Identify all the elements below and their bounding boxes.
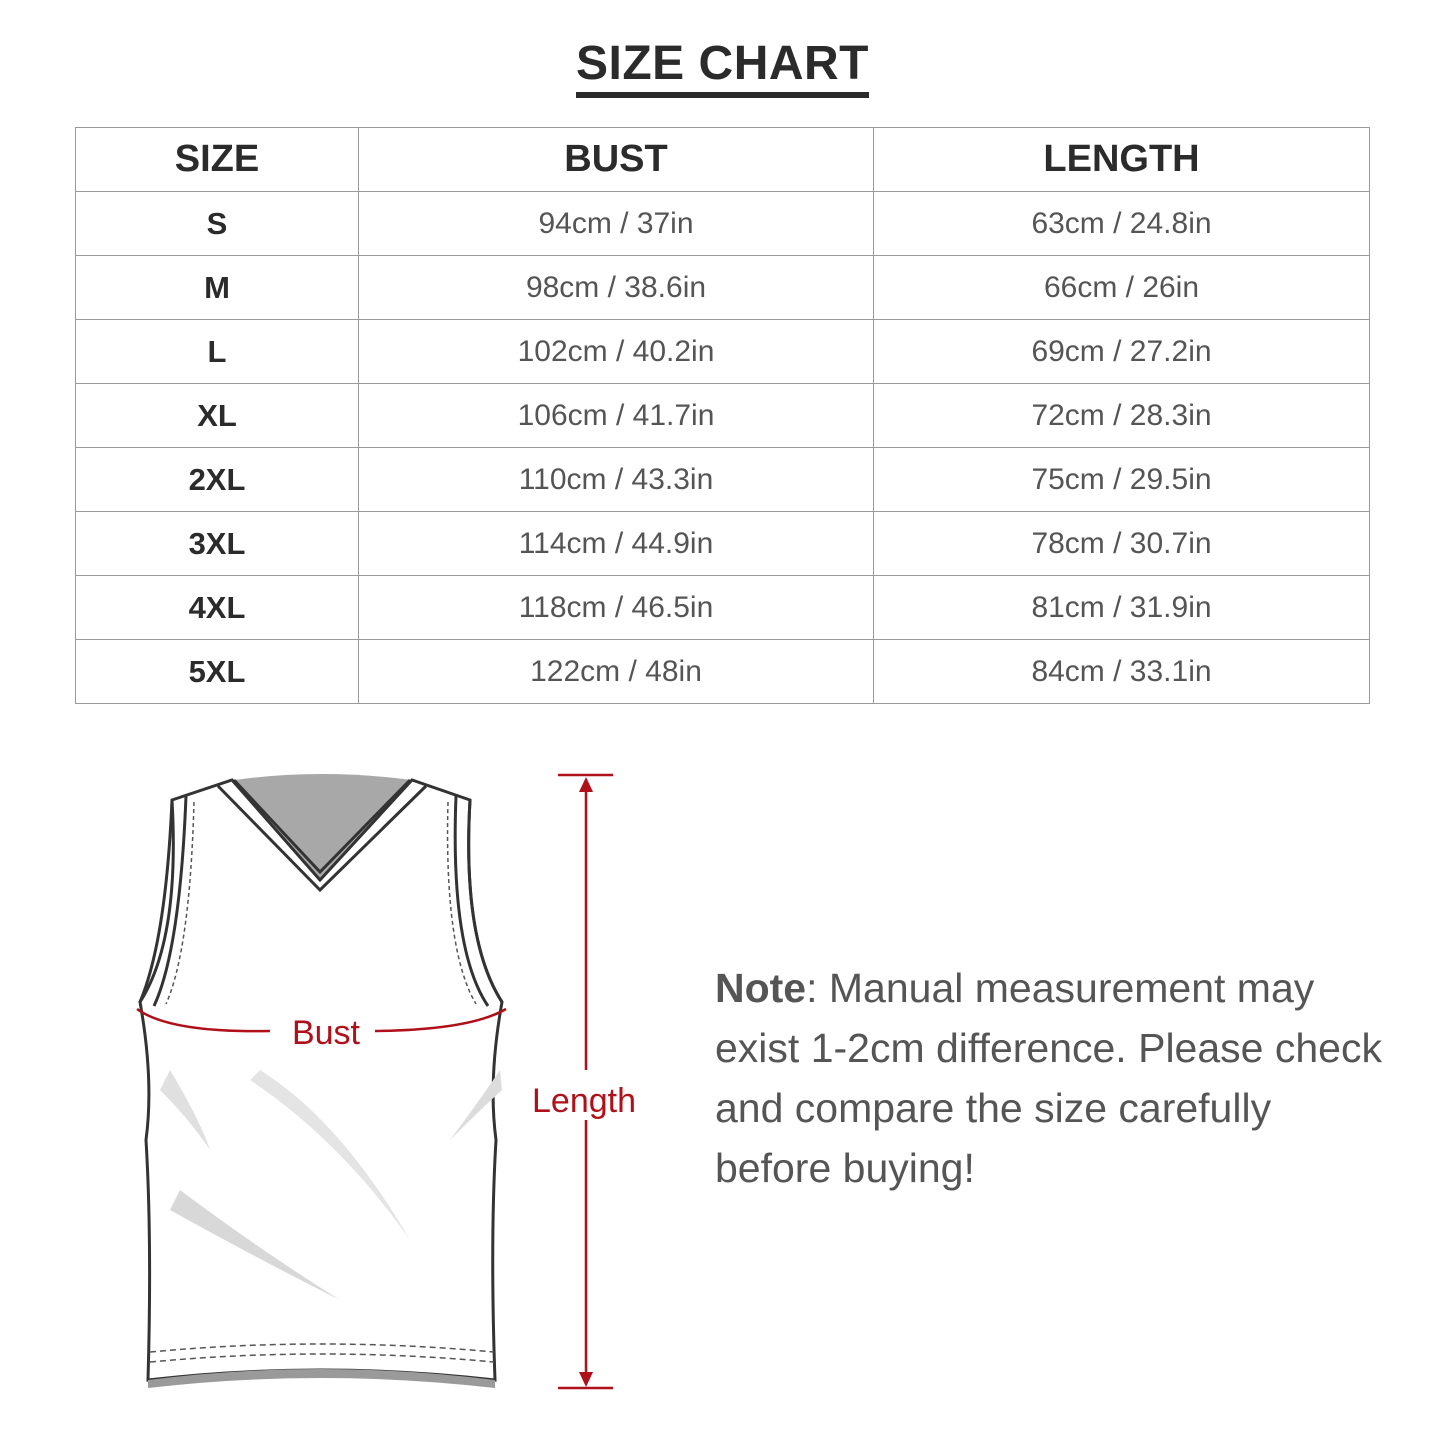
- cell-size: 2XL: [76, 448, 359, 512]
- header-bust: BUST: [359, 128, 874, 192]
- table-row: [76, 512, 1370, 576]
- tank-top-diagram: [110, 740, 650, 1415]
- table-row: [76, 192, 1370, 256]
- cell-length: 72cm / 28.3in: [874, 384, 1370, 448]
- note: [715, 958, 1395, 1198]
- bust-label: Bust: [291, 1014, 361, 1052]
- cell-bust: 102cm / 40.2in: [359, 320, 874, 384]
- length-arrow-up: [579, 777, 593, 792]
- note-label: Note: [715, 965, 807, 1011]
- length-arrow-down: [579, 1372, 593, 1387]
- cell-bust: 94cm / 37in: [359, 192, 874, 256]
- cell-bust: 110cm / 43.3in: [359, 448, 874, 512]
- table-header-row: [76, 128, 1370, 192]
- header-length: LENGTH: [874, 128, 1370, 192]
- cell-size: XL: [76, 384, 359, 448]
- size-table: [75, 127, 1370, 704]
- table-row: [76, 448, 1370, 512]
- table-row: [76, 256, 1370, 320]
- cell-size: 3XL: [76, 512, 359, 576]
- header-size: SIZE: [76, 128, 359, 192]
- cell-size: 4XL: [76, 576, 359, 640]
- table-row: [76, 576, 1370, 640]
- cell-size: M: [76, 256, 359, 320]
- cell-bust: 118cm / 46.5in: [359, 576, 874, 640]
- table-row: [76, 384, 1370, 448]
- cell-bust: 106cm / 41.7in: [359, 384, 874, 448]
- tank-top-illustration: [110, 740, 650, 1410]
- cell-size: S: [76, 192, 359, 256]
- cell-length: 81cm / 31.9in: [874, 576, 1370, 640]
- page-title: [0, 36, 1445, 91]
- cell-length: 69cm / 27.2in: [874, 320, 1370, 384]
- cell-size: 5XL: [76, 640, 359, 704]
- length-label: Length: [532, 1082, 636, 1120]
- cell-length: 84cm / 33.1in: [874, 640, 1370, 704]
- table-row: [76, 320, 1370, 384]
- cell-length: 63cm / 24.8in: [874, 192, 1370, 256]
- cell-length: 78cm / 30.7in: [874, 512, 1370, 576]
- note-text: : Manual measurement may exist 1-2cm difference. Please check and compare the size carefully before buying!: [715, 965, 1382, 1191]
- cell-bust: 114cm / 44.9in: [359, 512, 874, 576]
- cell-length: 75cm / 29.5in: [874, 448, 1370, 512]
- title-text: SIZE CHART: [576, 37, 869, 98]
- cell-bust: 98cm / 38.6in: [359, 256, 874, 320]
- table-row: [76, 640, 1370, 704]
- cell-bust: 122cm / 48in: [359, 640, 874, 704]
- cell-size: L: [76, 320, 359, 384]
- cell-length: 66cm / 26in: [874, 256, 1370, 320]
